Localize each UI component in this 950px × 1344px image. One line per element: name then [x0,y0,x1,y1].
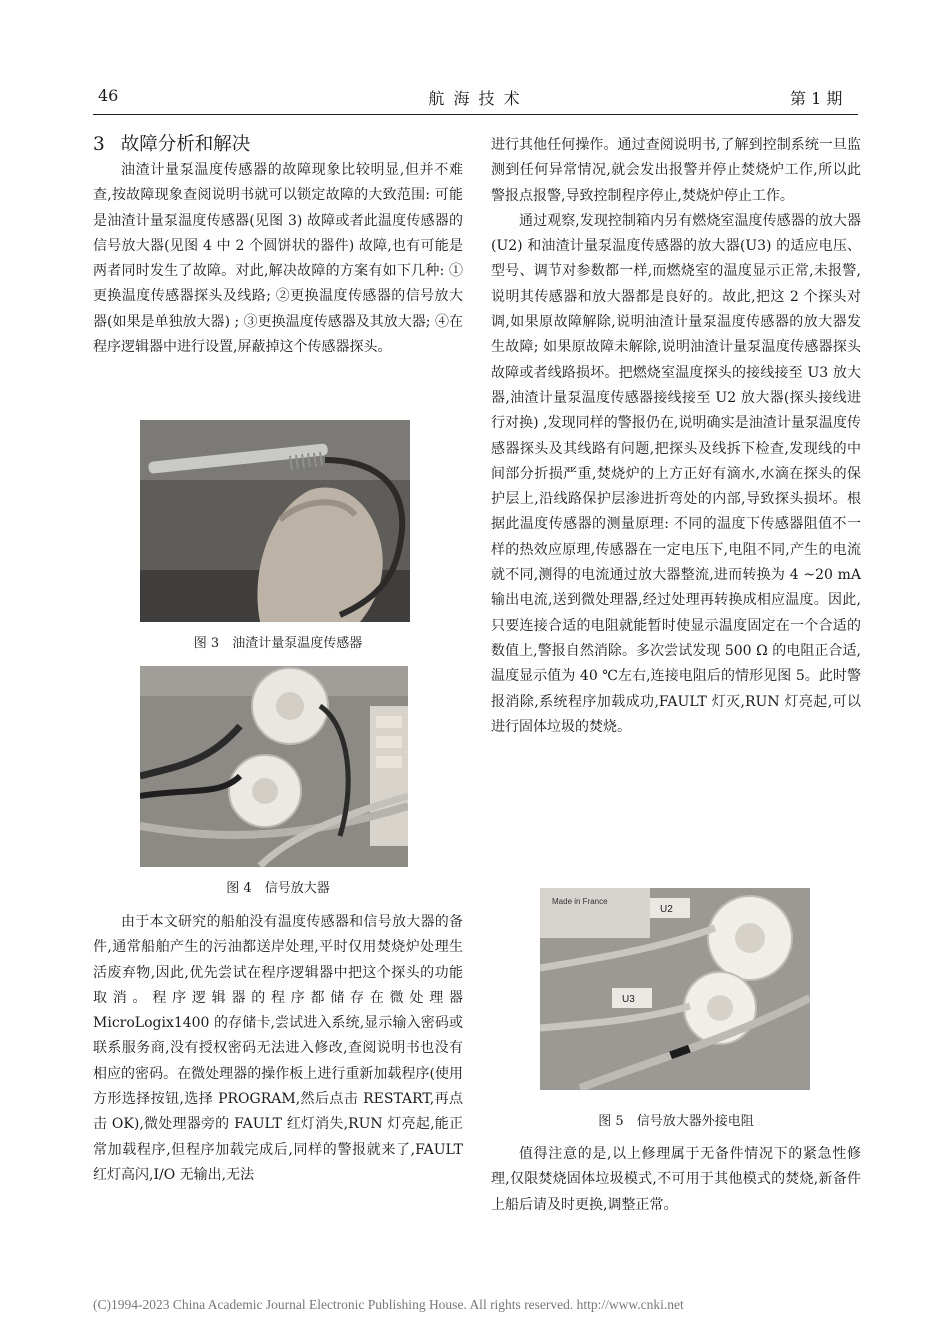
left-column-top [93,158,463,360]
section-title: 故障分析和解决 [120,134,251,155]
figure-3-caption: 图 3 油渣计量泵温度传感器 [193,636,363,651]
journal-title: 航 海 技 术 [428,89,522,108]
u2-label: U2 [660,904,673,915]
figure-5-image [540,888,810,1090]
made-in-france-label: Made in France [552,897,608,906]
figure-4-caption: 图 4 信号放大器 [226,881,330,896]
paragraph: 油渣计量泵温度传感器的故障现象比较明显,但并不难查,按故障现象查阅说明书就可以锁定故障的大致范围: 可能是油渣计量泵温度传感器(见图 3) 故障或者此温度传感器的信号放大器(见图 4 中 2 个圆饼状的器件) 故障,也有可能是两者同时发生了故障。对此,解决故障的方案有如下几种: ①更换温度传感器探头及线路; ②更换温度传感器的信号放大器(如果是单独放大器) ; ③更换温度传感器及其放大器; ④在程序逻辑器中进行设置,屏蔽掉这个传感器探头。 [93,162,463,356]
page-number: 46 [98,86,119,105]
paragraph: 值得注意的是,以上修理属于无备件情况下的紧急性修理,仅限焚烧固体垃圾模式,不可用于其他模式的焚烧,新备件上船后请及时更换,调整正常。 [491,1146,861,1213]
right-column-top [491,133,861,740]
figure-5-caption: 图 5 信号放大器外接电阻 [598,1114,754,1129]
left-column-bottom [93,910,463,1188]
u3-label: U3 [622,994,635,1005]
copyright-footer: (C)1994-2023 China Academic Journal Electronic Publishing House. All rights reserved. http://www.cnki.net [93,1297,684,1312]
section-heading [93,130,266,156]
figure-4-image [140,666,408,867]
header-rule [93,114,858,115]
figure-3-image [140,420,410,622]
right-column-bottom [491,1142,861,1218]
paragraph: 由于本文研究的船舶没有温度传感器和信号放大器的备件,通常船舶产生的污油都送岸处理,平时仅用焚烧炉处理生活废弃物,因此,优先尝试在程序逻辑器中把这个探头的功能取消。程序逻辑器的程序都储存在微处理器 MicroLogix1400 的存储卡,尝试进入系统,显示输入密码或联系服务商,没有授权密码无法进入修改,查阅说明书也没有相应的密码。在微处理器的操作板上进行重新加载程序(使用方形选择按钮,选择 PROGRAM,然后点击 RESTART,再点击 OK),微处理器旁的 FAULT 红灯消失,RUN 灯亮起,能正常加载程序,但程序加载完成后,同样的警报就来了,FAULT 红灯高闪,I/O 无输出,无法 [93,914,463,1183]
paragraph: 进行其他任何操作。通过查阅说明书,了解到控制系统一旦监测到任何异常情况,就会发出报警并停止焚烧炉工作,所以此警报点报警,导致控制程序停止,焚烧炉停止工作。 [491,137,861,204]
section-number: 3 [93,134,105,155]
paragraph: 通过观察,发现控制箱内另有燃烧室温度传感器的放大器(U2) 和油渣计量泵温度传感器的放大器(U3) 的适应电压、型号、调节对参数都一样,而燃烧室的温度显示正常,未报警,说明其传感器和放大器都是良好的。故此,把这 2 个探头对调,如果原故障解除,说明油渣计量泵温度传感器的放大器发生故障; 如果原故障未解除,说明油渣计量泵温度传感器探头故障或者线路损坏。把燃烧室温度探头的接线接至 U3 放大器,油渣计量泵温度传感器接线接至 U2 放大器(探头接线进行对换) ,发现同样的警报仍在,说明确实是油渣计量泵温度传感器探头及其线路有问题,把探头及线拆下检查,发现线的中间部分折损严重,焚烧炉的上方正好有滴水,水滴在探头的保护层上,沿线路保护层渗进折弯处的内部,导致探头损坏。根据此温度传感器的测量原理: 不同的温度下传感器阻值不一样的热效应原理,传感器在一定电压下,电阻不同,产生的电流就不同,测得的电流通过放大器整流,进而转换为 4 ~20 mA 输出电流,送到微处理器,经过处理再转换成相应温度。因此,只要连接合适的电阻就能暂时使显示温度固定在一个合适的数值上,警报自然消除。多次尝试发现 500 Ω 的电阻正合适,温度显示值为 40 ℃左右,连接电阻后的情形见图 5。此时警报消除,系统程序加载成功,FAULT 灯灭,RUN 灯亮起,可以进行固体垃圾的焚烧。 [491,212,861,735]
issue-label: 第 1 期 [790,89,843,108]
